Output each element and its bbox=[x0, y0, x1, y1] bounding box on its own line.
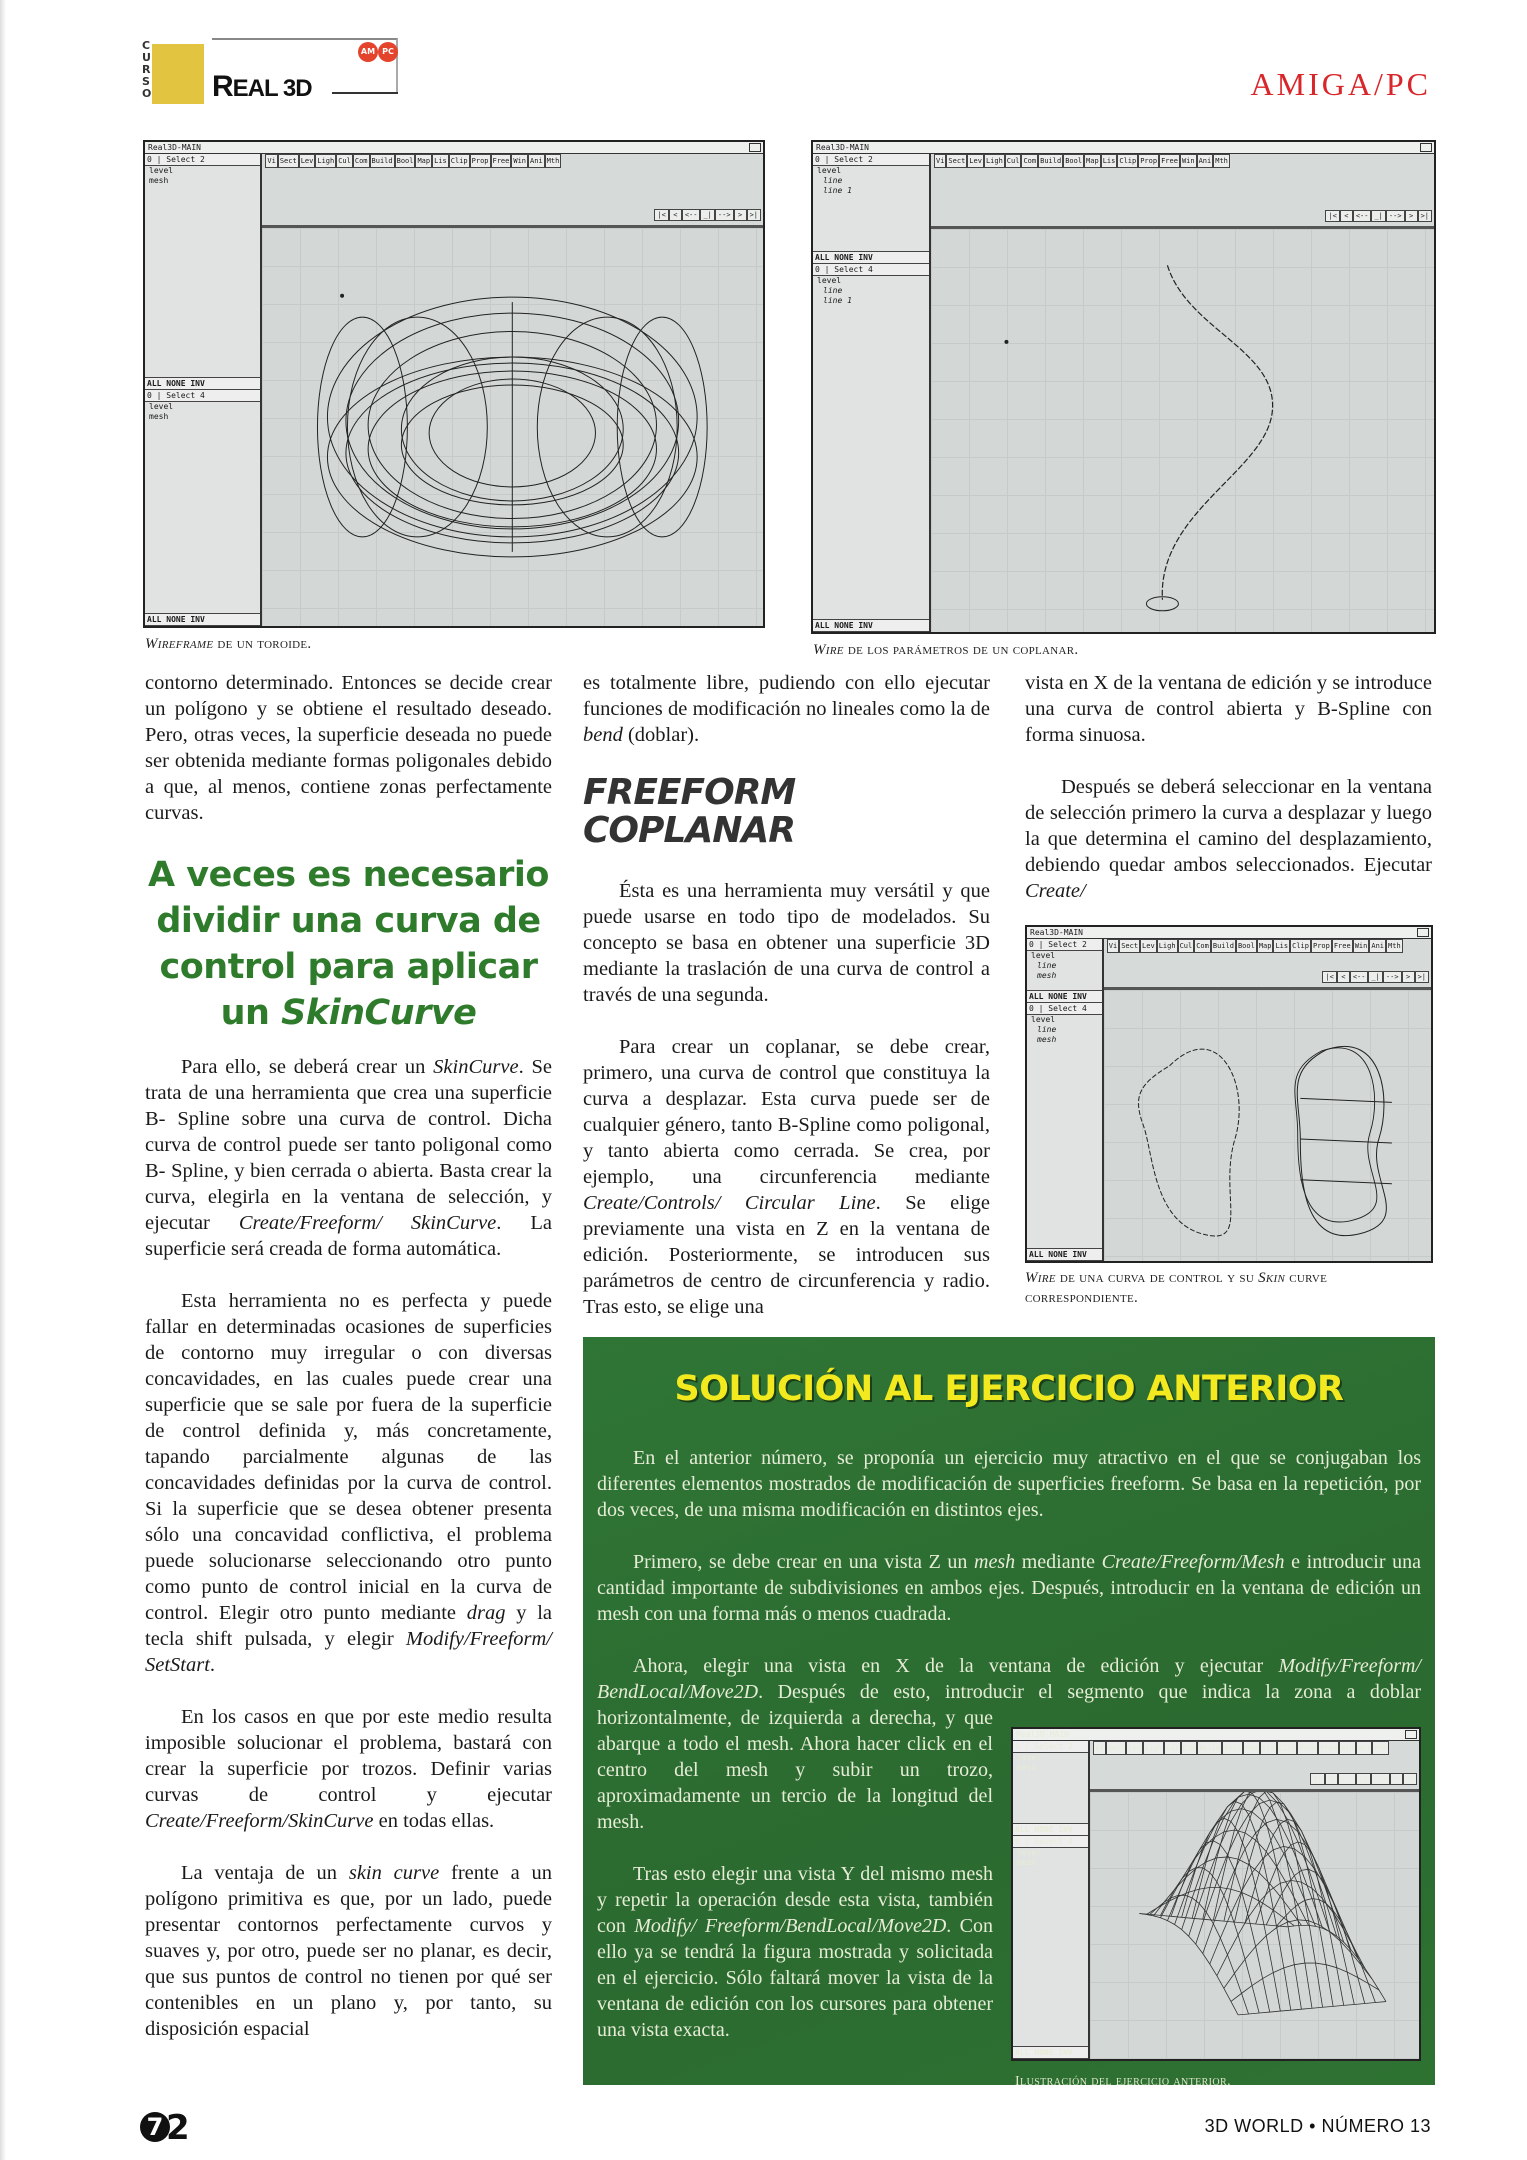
menu-button[interactable]: Clip bbox=[1290, 939, 1311, 953]
screenshot-skin-curve bbox=[1025, 925, 1433, 1263]
nav-button[interactable]: >| bbox=[1418, 210, 1432, 222]
caption-coplanar bbox=[813, 640, 1078, 660]
nav-button[interactable]: <-- bbox=[1353, 210, 1372, 222]
screenshot-bent-mesh bbox=[1011, 1727, 1421, 2061]
menu-button[interactable]: Com bbox=[1194, 939, 1211, 953]
italic-term: bend bbox=[583, 724, 623, 746]
italic-term: drag bbox=[466, 1602, 506, 1624]
select-buttons[interactable]: ALL NONE INV bbox=[145, 613, 260, 625]
menu-button[interactable]: Com bbox=[1021, 154, 1038, 168]
menu-button[interactable]: Sect bbox=[278, 154, 299, 168]
menu-button[interactable]: Lis bbox=[432, 154, 449, 168]
menu-button[interactable]: Sect bbox=[1106, 1741, 1127, 1755]
nav-button[interactable]: --> bbox=[1371, 1773, 1390, 1785]
italic-term: mesh bbox=[974, 1551, 1016, 1573]
menu-button[interactable]: Bool bbox=[395, 154, 416, 168]
menu-button[interactable]: Clip bbox=[1277, 1741, 1298, 1755]
nav-button[interactable]: --> bbox=[715, 209, 734, 221]
menu-button[interactable]: Clip bbox=[1117, 154, 1138, 168]
nav-button[interactable]: >| bbox=[1403, 1773, 1417, 1785]
torus-meridian bbox=[318, 317, 408, 537]
list-item[interactable]: level bbox=[817, 275, 842, 285]
menu-button[interactable]: Ani bbox=[1356, 1741, 1373, 1755]
caption-text: de una curva de control y su bbox=[1055, 1270, 1259, 1286]
caption-em: Wire bbox=[813, 642, 844, 658]
text-run: Ésta es una herramienta muy versátil y que puede usarse en todo tipo de modelados. Su concepto se basa en obtener una superficie 3D mediante la traslación de una curva de control a través de una segunda. bbox=[583, 880, 990, 1006]
select-buttons[interactable]: ALL NONE INV bbox=[1027, 990, 1102, 1002]
view-nav bbox=[654, 209, 761, 221]
select-header: 0 | Select 2 bbox=[1027, 939, 1102, 951]
italic-term: SkinCurve bbox=[281, 993, 477, 1033]
caption-solution: Ilustración del ejercicio anterior. bbox=[1015, 2074, 1231, 2089]
menu-button[interactable]: Com bbox=[353, 154, 370, 168]
mesh-line bbox=[1150, 1895, 1249, 2014]
menu-button[interactable]: Cul bbox=[1178, 939, 1195, 953]
mesh-line bbox=[1171, 1841, 1270, 2012]
select-buttons[interactable]: ALL NONE INV bbox=[813, 251, 929, 263]
nav-button[interactable]: _| bbox=[1356, 1773, 1370, 1785]
text-run: es totalmente libre, pudiendo con ello ejecutar funciones de modificación no lineales como la de bbox=[583, 672, 990, 720]
mesh-line bbox=[1231, 1963, 1379, 2001]
selection-panel bbox=[1013, 1741, 1090, 2059]
menu-button[interactable]: Lis bbox=[1273, 939, 1290, 953]
menu-button[interactable]: Mth bbox=[1372, 1741, 1389, 1755]
list-item[interactable]: level bbox=[149, 166, 174, 175]
page-number-second-digit: 2 bbox=[166, 2108, 190, 2148]
select-buttons[interactable]: ALL NONE INV bbox=[1027, 1248, 1102, 1260]
menu-toolbar bbox=[265, 154, 763, 168]
logo-rest: EAL 3D bbox=[232, 75, 312, 102]
skin-section bbox=[1300, 1180, 1392, 1184]
list-item[interactable]: level bbox=[1031, 951, 1056, 960]
nav-button[interactable]: < bbox=[1340, 210, 1353, 222]
paragraph bbox=[1025, 670, 1432, 748]
skin-section bbox=[1300, 1098, 1392, 1102]
list-item[interactable]: line bbox=[823, 285, 843, 295]
list-item[interactable]: mesh bbox=[1017, 1858, 1037, 1868]
text-run: . Después de esto, introducir el segmento que indica la zona a doblar horizontalmente, de izquierda a derecha, y que abarque a todo el mesh. Ahora hacer click en el centro del mesh y subir un trozo, aproximadamente un tercio de la longitud del mesh. bbox=[597, 1681, 1421, 1833]
italic-term: Modify/ Freeform/BendLocal/Move2D bbox=[634, 1915, 947, 1937]
caption-torus bbox=[145, 634, 311, 654]
wireframe-drawing bbox=[1090, 1792, 1419, 2059]
viewport[interactable] bbox=[931, 226, 1434, 632]
nav-button[interactable]: <-- bbox=[1338, 1773, 1357, 1785]
list-item[interactable]: line 1 bbox=[823, 186, 852, 195]
menu-button[interactable]: Sect bbox=[1119, 939, 1140, 953]
viewport[interactable] bbox=[262, 225, 763, 626]
text-run: frente a un polígono primitiva es que, por un lado, puede presentar contornos perfectamente curvos y suaves y, por otro, puede ser no planar, es decir, que sus puntos de control no tienen por qué ser contenibles en un plano y, por tanto, su disposición espacial bbox=[145, 1862, 552, 2040]
text-run: A veces es necesario dividir una curva de control para aplicar un bbox=[148, 855, 549, 1033]
paragraph bbox=[583, 670, 990, 748]
paragraph bbox=[145, 670, 552, 826]
select-buttons[interactable]: ALL NONE INV bbox=[813, 619, 929, 631]
nav-button[interactable]: < bbox=[669, 209, 682, 221]
text-run: La ventaja de un bbox=[181, 1862, 349, 1884]
menu-button[interactable]: Free bbox=[1159, 154, 1180, 168]
text-run: . La superficie será creada de forma automática. bbox=[145, 1212, 552, 1260]
nav-button[interactable]: >| bbox=[747, 209, 761, 221]
menu-button[interactable]: Build bbox=[1038, 154, 1063, 168]
list-item[interactable]: mesh bbox=[149, 412, 169, 421]
nav-button[interactable]: _| bbox=[1368, 971, 1382, 983]
menu-button[interactable]: Lev bbox=[1126, 1741, 1143, 1755]
italic-term: skin curve bbox=[348, 1862, 440, 1884]
selection-list[interactable] bbox=[1027, 939, 1102, 1003]
menu-button[interactable]: Sect bbox=[946, 154, 967, 168]
menu-button[interactable]: Ligh bbox=[1157, 939, 1178, 953]
selection-list[interactable] bbox=[813, 264, 929, 632]
section-title: AMIGA/PC bbox=[1250, 66, 1431, 102]
caption-em: Wire bbox=[1025, 1270, 1056, 1286]
italic-term: Create/Controls/ Circular Line bbox=[583, 1192, 876, 1214]
view-nav bbox=[1322, 971, 1429, 983]
menu-button[interactable]: Prop bbox=[1297, 1741, 1318, 1755]
text-run: Esta herramienta no es perfecta y puede fallar en determinadas ocasiones de superficies de contorno muy irregular o con diversas concavidades, en las cuales puede crear una superficie que se sale por fuera de la superficie de control definida y, más concretamente, tapando parcialmente algunas de las concavidades definidas por la curva de control. Si la superficie que se desea obtener presenta sólo una concavidad conflictiva, el problema puede solucionarse seleccionando otro punto como punto de control inicial en la curva de control. Elegir otro punto mediante bbox=[145, 1290, 552, 1624]
caption-text: curve correspondiente. bbox=[1025, 1270, 1328, 1306]
menu-button[interactable]: Map bbox=[415, 154, 432, 168]
course-logo bbox=[142, 38, 398, 106]
menu-button[interactable]: Cul bbox=[1005, 154, 1022, 168]
italic-term: Modify/Freeform/ BendLocal/Move2D bbox=[597, 1655, 1421, 1703]
list-item[interactable]: level bbox=[1017, 1848, 1042, 1858]
text-run: En el anterior número, se proponía un ejercicio muy atractivo en el que se conjugaban los diferentes elementos mostrados de modificación de superficies freeform. Se basa en la repetición, por dos veces, de una misma modificación en distintos ejes. bbox=[597, 1447, 1421, 1521]
control-curve bbox=[1138, 1049, 1239, 1236]
wireframe-drawing bbox=[262, 228, 763, 626]
menu-button[interactable]: Vi bbox=[1107, 939, 1119, 953]
window-title: Real3D-MAIN bbox=[1016, 1730, 1069, 1739]
select-buttons[interactable]: ALL NONE INV bbox=[1013, 2046, 1088, 2058]
menu-button[interactable]: Build bbox=[1197, 1741, 1222, 1755]
nav-button[interactable]: >| bbox=[1415, 971, 1429, 983]
column-2 bbox=[583, 670, 990, 1346]
nav-button[interactable]: > bbox=[1405, 210, 1418, 222]
torus-meridian bbox=[618, 317, 708, 537]
selection-list[interactable] bbox=[1027, 1003, 1102, 1261]
menu-button[interactable]: Map bbox=[1084, 154, 1101, 168]
menu-button[interactable]: Prop bbox=[1311, 939, 1332, 953]
edit-area bbox=[1104, 939, 1431, 1261]
nav-button[interactable]: > bbox=[734, 209, 747, 221]
wireframe-drawing bbox=[931, 229, 1434, 632]
menu-toolbar bbox=[934, 154, 1434, 168]
text-run: y la tecla shift pulsada, y elegir bbox=[145, 1602, 552, 1650]
nav-button[interactable]: |< bbox=[1325, 210, 1339, 222]
menu-button[interactable]: Ani bbox=[1369, 939, 1386, 953]
origin-point bbox=[341, 294, 344, 297]
text-run: Primero, se debe crear en una vista Z un bbox=[633, 1551, 974, 1573]
mesh-line bbox=[1224, 1920, 1372, 1988]
text-run: Para ello, se deberá crear un bbox=[181, 1056, 434, 1078]
selection-list[interactable] bbox=[145, 390, 260, 626]
menu-button[interactable]: Build bbox=[370, 154, 395, 168]
paragraph bbox=[145, 1054, 552, 1262]
text-run: (doblar). bbox=[622, 724, 700, 746]
solution-box bbox=[583, 1337, 1435, 2089]
menu-toolbar bbox=[1093, 1741, 1419, 1755]
italic-term: Create/Freeform/SkinCurve bbox=[145, 1810, 374, 1832]
paragraph bbox=[597, 1445, 1421, 1523]
menu-button[interactable]: Ani bbox=[1197, 154, 1214, 168]
text-run: . bbox=[209, 1654, 216, 1676]
window-title: Real3D-MAIN bbox=[1030, 928, 1083, 937]
menu-button[interactable]: Vi bbox=[265, 154, 277, 168]
select-header: 0 | Select 2 bbox=[1013, 1741, 1088, 1753]
nav-button[interactable]: --> bbox=[1386, 210, 1405, 222]
list-item[interactable]: mesh bbox=[149, 176, 169, 185]
text-run: vista en X de la ventana de edición y se introduce una curva de control abierta y B-Spline con forma sinuosa. bbox=[1025, 672, 1432, 746]
mesh-line bbox=[1154, 1857, 1302, 1925]
origin-point bbox=[1005, 340, 1008, 343]
issue-label: 3D WORLD • NÚMERO 13 bbox=[1204, 2116, 1431, 2136]
viewport[interactable] bbox=[1090, 1789, 1419, 2059]
text-run: . Se trata de una herramienta que crea una superficie B- Spline sobre una curva de control. Dicha curva de control puede ser tanto poligonal como B- Spline, y bien cerrada o abierta. Basta crear la curva, elegirla en la ventana de selección, y ejecutar bbox=[145, 1056, 552, 1234]
mesh-line bbox=[1192, 1801, 1291, 2010]
window-depth-icon[interactable] bbox=[1405, 1730, 1417, 1739]
selection-panel bbox=[145, 154, 262, 626]
logo-initial: R bbox=[212, 70, 233, 103]
nav-button[interactable]: |< bbox=[1322, 971, 1336, 983]
menu-button[interactable]: Bool bbox=[1063, 154, 1084, 168]
menu-button[interactable]: Bool bbox=[1236, 939, 1257, 953]
solution-title: SOLUCIÓN AL EJERCICIO ANTERIOR bbox=[674, 1369, 1344, 1409]
menu-button[interactable]: Win bbox=[511, 154, 528, 168]
wireframe-drawing bbox=[1104, 990, 1431, 1261]
list-item[interactable]: line bbox=[1037, 1025, 1057, 1035]
menu-button[interactable]: Mth bbox=[545, 154, 562, 168]
select-header: 0 | Select 4 bbox=[145, 390, 260, 402]
menu-toolbar bbox=[1107, 939, 1431, 953]
edit-area bbox=[1090, 1741, 1419, 2059]
selection-list[interactable] bbox=[1013, 1741, 1088, 1836]
menu-button[interactable]: Free bbox=[491, 154, 512, 168]
menu-button[interactable]: Bool bbox=[1222, 1741, 1243, 1755]
list-item[interactable]: level bbox=[1017, 1753, 1042, 1762]
italic-term: Create/Freeform/Mesh bbox=[1101, 1551, 1285, 1573]
text-run: Ahora, elegir una vista en X de la ventana de edición y ejecutar bbox=[633, 1655, 1279, 1677]
menu-button[interactable]: Lev bbox=[967, 154, 984, 168]
list-item[interactable]: line bbox=[823, 176, 843, 185]
nav-button[interactable]: <-- bbox=[682, 209, 701, 221]
mesh-line bbox=[1140, 1914, 1239, 2015]
text-run: Para crear un coplanar, se debe crear, primero, una curva de control que constituya la curva a desplazar. Esta curva puede ser de cualquier género, tanto B-Spline como poligonal, y tanto abierta como cerrada. Se crea, por ejemplo, una circunferencia mediante bbox=[583, 1036, 990, 1188]
menu-button[interactable]: Win bbox=[1339, 1741, 1356, 1755]
text-run: contorno determinado. Entonces se decide crear un polígono y se obtiene el resultado deseado. Pero, otras veces, la superficie deseada no puede ser obtenida mediante formas poligonales debido a que, al menos, contiene zonas perfectamente curvas. bbox=[145, 672, 552, 824]
menu-button[interactable]: Prop bbox=[1138, 154, 1159, 168]
column-3 bbox=[1025, 670, 1432, 930]
mesh-line bbox=[1161, 1830, 1309, 1925]
selection-list[interactable] bbox=[813, 154, 929, 264]
window-depth-icon[interactable] bbox=[749, 143, 761, 152]
paragraph bbox=[1025, 774, 1432, 904]
italic-term: Create/Freeform/ SkinCurve bbox=[238, 1212, 497, 1234]
select-buttons[interactable]: ALL NONE INV bbox=[145, 377, 260, 389]
menu-button[interactable]: Mth bbox=[1213, 154, 1230, 168]
view-nav bbox=[1310, 1773, 1417, 1785]
paragraph bbox=[145, 1860, 552, 2042]
italic-term: SkinCurve bbox=[433, 1056, 519, 1078]
text-run: Tras esto elegir una vista Y del mismo mesh y repetir la operación desde esta vista, también con bbox=[597, 1863, 993, 1937]
badge-am: AM bbox=[358, 42, 378, 62]
window-title: Real3D-MAIN bbox=[816, 143, 869, 152]
edit-area bbox=[262, 154, 763, 626]
nav-button[interactable]: > bbox=[1390, 1773, 1403, 1785]
italic-term: Create/ bbox=[1025, 880, 1086, 902]
menu-button[interactable]: Lev bbox=[1140, 939, 1157, 953]
mesh-line bbox=[1203, 1819, 1351, 1953]
page-number bbox=[140, 2108, 190, 2148]
list-item[interactable]: line bbox=[1037, 961, 1057, 970]
list-item[interactable]: mesh bbox=[1037, 971, 1057, 980]
select-header: 0 | Select 4 bbox=[1027, 1003, 1102, 1015]
italic-term: Modify/Freeform/ SetStart bbox=[145, 1628, 552, 1676]
nav-button[interactable]: _| bbox=[1371, 210, 1385, 222]
mesh-line bbox=[1238, 2002, 1386, 2015]
menu-button[interactable]: Win bbox=[1353, 939, 1370, 953]
page-number-first-digit: 7 bbox=[140, 2112, 170, 2142]
caption-em: Wireframe bbox=[145, 636, 214, 652]
selection-panel bbox=[1027, 939, 1104, 1261]
menu-button[interactable]: Cul bbox=[1164, 1741, 1181, 1755]
view-nav bbox=[1325, 210, 1432, 222]
menu-button[interactable]: Com bbox=[1181, 1741, 1198, 1755]
mesh-line bbox=[1217, 1880, 1365, 1975]
text-run: en todas ellas. bbox=[373, 1810, 495, 1832]
window-depth-icon[interactable] bbox=[1420, 143, 1432, 152]
menu-button[interactable]: Clip bbox=[449, 154, 470, 168]
menu-button[interactable]: Vi bbox=[934, 154, 946, 168]
select-header: 0 | Select 2 bbox=[145, 154, 260, 166]
menu-button[interactable]: Cul bbox=[336, 154, 353, 168]
list-item[interactable]: level bbox=[1031, 1015, 1056, 1025]
nav-button[interactable]: |< bbox=[1310, 1773, 1324, 1785]
paragraph bbox=[145, 1704, 552, 1834]
selection-list[interactable] bbox=[145, 154, 260, 390]
caption-text: de los parámetros de un coplanar. bbox=[843, 642, 1079, 658]
text-run: . Con ello ya se tendrá la figura mostrada y solicitada en el ejercicio. Sólo faltará mover la vista de la ventana de edición con los cursores para obtener una vista exacta. bbox=[597, 1915, 994, 2041]
screenshot-torus-wireframe bbox=[143, 140, 765, 628]
nav-button[interactable]: |< bbox=[654, 209, 668, 221]
select-header: 0 | Select 4 bbox=[1013, 1836, 1088, 1848]
menu-button[interactable]: Prop bbox=[470, 154, 491, 168]
caption-skin-curve bbox=[1025, 1268, 1435, 1308]
text-run: FREEFORM COPLANAR bbox=[583, 772, 796, 851]
selection-list[interactable] bbox=[1013, 1836, 1088, 2059]
nav-button[interactable]: <-- bbox=[1350, 971, 1369, 983]
text-run: Después se deberá seleccionar en la ventana de selección primero la curva a desplazar y luego la que determina el camino del desplazamiento, debiendo quedar ambos seleccionados. Ejecutar bbox=[1025, 776, 1432, 876]
nav-button[interactable]: < bbox=[1325, 1773, 1338, 1785]
list-item[interactable]: line 1 bbox=[823, 295, 852, 305]
mesh-line bbox=[1182, 1792, 1330, 1931]
paragraph bbox=[597, 1549, 1421, 1627]
select-header: 0 | Select 4 bbox=[813, 264, 929, 276]
paragraph bbox=[583, 878, 990, 1008]
list-item[interactable]: mesh bbox=[1017, 1763, 1037, 1772]
list-item[interactable]: mesh bbox=[1037, 1035, 1057, 1045]
subheading-skincurve bbox=[145, 852, 552, 1036]
menu-button[interactable]: Map bbox=[1243, 1741, 1260, 1755]
mesh-line bbox=[1147, 1888, 1295, 1926]
menu-button[interactable]: Ligh bbox=[315, 154, 336, 168]
sinuous-curve bbox=[1162, 265, 1272, 599]
logo-vertical-text: CURSO bbox=[142, 39, 152, 100]
text-run: . Se elige previamente una vista en Z en la ventana de edición. Posteriormente, se introducen sus parámetros de centro de circunferencia y radio. Tras esto, se elige una bbox=[583, 1192, 990, 1318]
paragraph bbox=[583, 1034, 990, 1320]
menu-button[interactable]: Mth bbox=[1386, 939, 1403, 953]
menu-button[interactable]: Win bbox=[1180, 154, 1197, 168]
menu-button[interactable]: Map bbox=[1257, 939, 1274, 953]
caption-text: de un toroide. bbox=[213, 636, 312, 652]
menu-button[interactable]: Ligh bbox=[984, 154, 1005, 168]
menu-button[interactable]: Free bbox=[1318, 1741, 1339, 1755]
viewport[interactable] bbox=[1104, 987, 1431, 1261]
text-run: e introducir una cantidad importante de subdivisiones en ambos ejes. Después, introducir en la ventana de edición un mesh con una forma más o menos cuadrada. bbox=[597, 1551, 1421, 1625]
solution-figure bbox=[1011, 1727, 1421, 2087]
page-edge bbox=[0, 0, 6, 2160]
column-1 bbox=[145, 670, 552, 2068]
nav-button[interactable]: _| bbox=[700, 209, 714, 221]
window-title: Real3D-MAIN bbox=[148, 143, 201, 152]
text-run: En los casos en que por este medio resulta imposible solucionar el problema, bastará con crear la superficie por trozos. Definir varias curvas de control y ejecutar bbox=[145, 1706, 552, 1806]
nav-button[interactable]: > bbox=[1402, 971, 1415, 983]
nav-button[interactable]: < bbox=[1337, 971, 1350, 983]
menu-button[interactable]: Vi bbox=[1093, 1741, 1105, 1755]
logo-cube-icon bbox=[152, 44, 204, 104]
logo-name bbox=[212, 70, 312, 106]
menu-button[interactable]: Ligh bbox=[1143, 1741, 1164, 1755]
logo-line bbox=[332, 92, 398, 94]
subheading-freeform-coplanar bbox=[583, 774, 990, 850]
screenshot-coplanar-wire bbox=[811, 140, 1436, 634]
menu-button[interactable]: Lev bbox=[299, 154, 316, 168]
menu-button[interactable]: Lis bbox=[1101, 154, 1118, 168]
window-depth-icon[interactable] bbox=[1417, 928, 1429, 937]
list-item[interactable]: level bbox=[149, 402, 174, 411]
selection-panel bbox=[813, 154, 931, 632]
badge-pc: PC bbox=[378, 42, 398, 62]
caption-em: Skin bbox=[1258, 1270, 1286, 1286]
menu-button[interactable]: Lis bbox=[1260, 1741, 1277, 1755]
paragraph bbox=[145, 1288, 552, 1678]
edit-area bbox=[931, 154, 1434, 632]
list-item[interactable]: level bbox=[817, 166, 842, 175]
menu-button[interactable]: Free bbox=[1332, 939, 1353, 953]
text-run: mediante bbox=[1015, 1551, 1102, 1573]
select-buttons[interactable]: ALL NONE INV bbox=[1013, 1823, 1088, 1835]
select-header: 0 | Select 2 bbox=[813, 154, 929, 166]
menu-button[interactable]: Ani bbox=[528, 154, 545, 168]
menu-button[interactable]: Build bbox=[1211, 939, 1236, 953]
skin-surface-inner bbox=[1295, 1048, 1377, 1222]
nav-button[interactable]: --> bbox=[1383, 971, 1402, 983]
